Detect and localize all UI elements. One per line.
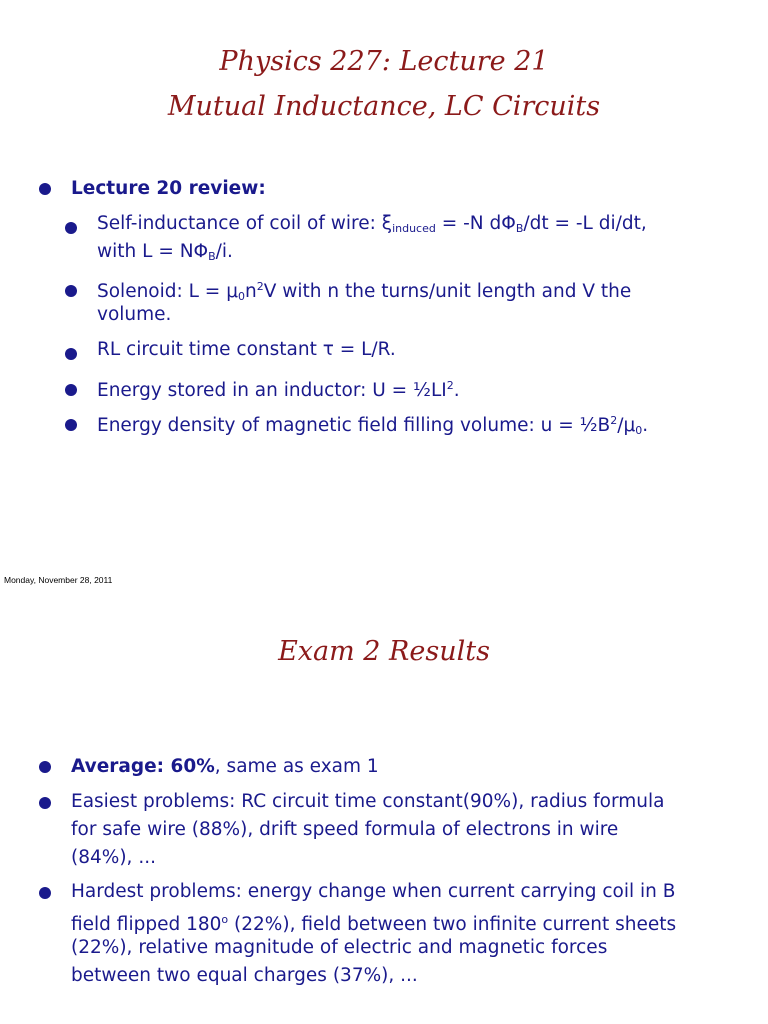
review-item-energy-stored: Energy stored in an inductor: $U = \frac{1}{2}LI^2$.	[97, 379, 460, 401]
bullet-dot	[65, 285, 77, 297]
review-item-energy-density: Energy density of magnetic field filling volume: $u = \frac{1}{2}B^2/\mu_0$.	[97, 414, 649, 437]
bullet-dot	[65, 419, 77, 431]
review-item-solenoid-line-2: volume.	[97, 304, 172, 325]
bullet-dot	[65, 348, 77, 360]
review-item-rl-circuit: RL circuit time constant τ = L/R.	[97, 339, 396, 360]
hardest-problems-line-4: between two equal charges (37%), ...	[71, 965, 418, 986]
slide-2-title: Exam 2 Results	[278, 636, 490, 667]
hardest-problems-line-2: field flipped 180$^o$ (22%), field between two infinite current sheets	[71, 913, 677, 935]
slide-1-title-line-2: Mutual Inductance, LC Circuits	[167, 91, 601, 122]
easiest-problems-line-1: Easiest problems: RC circuit time constant(90%), radius formula	[71, 791, 665, 812]
review-item-self-inductance-line-1: Self-inductance of coil of wire: $\xi_{induced} = -N$ $d\Phi_B/dt = -L$ di/dt,	[97, 213, 647, 235]
easiest-problems-line-2: for safe wire (88%), drift speed formula of electrons in wire	[71, 819, 619, 840]
bullet-dot	[65, 384, 77, 396]
exam-average: Average: 60%, same as exam 1	[71, 756, 379, 777]
bullet-dot	[39, 797, 51, 809]
bullet-dot	[39, 761, 51, 773]
hardest-problems-line-1: Hardest problems: energy change when current carrying coil in B	[71, 881, 676, 902]
slide-2	[0, 512, 768, 1024]
slide-1-title-line-1: Physics 227: Lecture 21	[219, 46, 549, 77]
easiest-problems-line-3: (84%), ...	[71, 847, 156, 868]
review-item-solenoid-line-1: Solenoid: $L = \mu_0n^2V$ with n the turns/unit length and V the	[97, 280, 632, 303]
bullet-dot	[39, 887, 51, 899]
bullet-dot	[39, 183, 51, 195]
bullet-dot	[65, 222, 77, 234]
review-item-self-inductance-line-2: with $L = N\Phi_B/i$.	[97, 241, 233, 263]
hardest-problems-line-3: (22%), relative magnitude of electric and magnetic forces	[71, 937, 608, 958]
review-heading: Lecture 20 review:	[71, 178, 266, 199]
slide-date: Monday, November 28, 2011	[4, 575, 113, 585]
